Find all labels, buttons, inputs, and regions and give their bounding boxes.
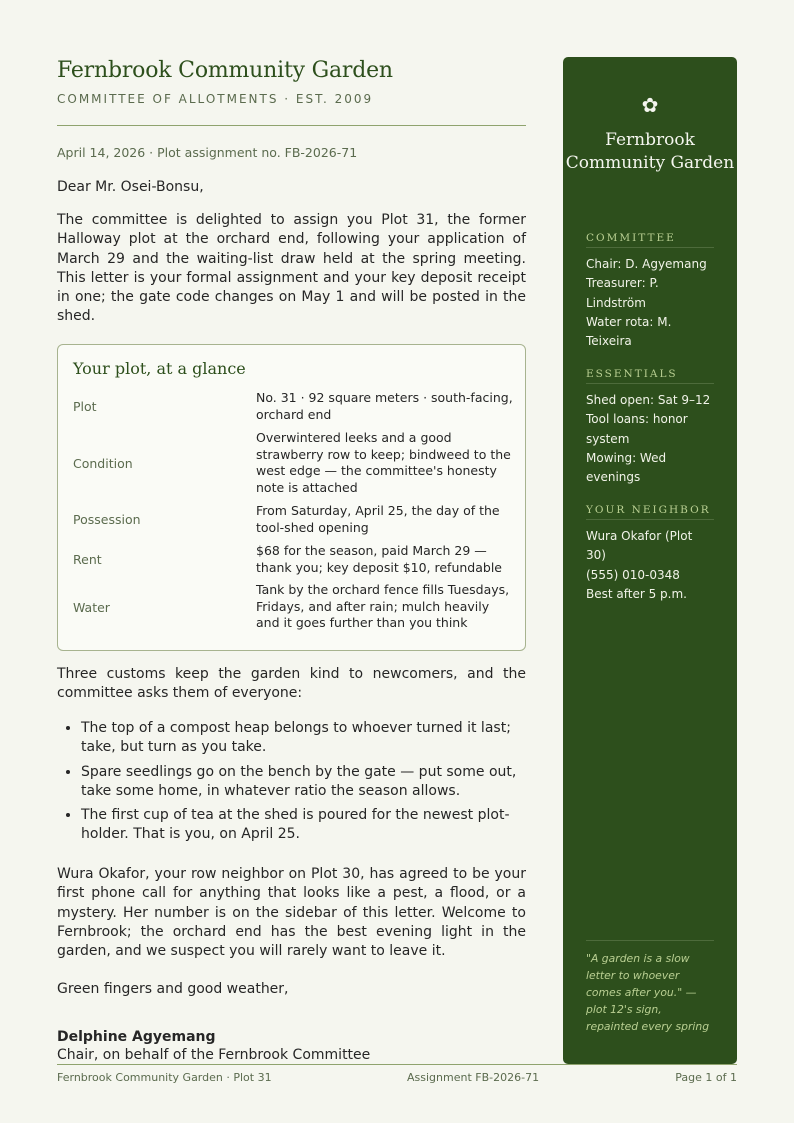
row-value-rent: $68 for the season, paid March 29 — thank you; key deposit $10, refundable (256, 543, 502, 575)
quote-divider (586, 940, 714, 941)
list-item: Chair: D. Agyemang (586, 257, 707, 271)
row-value-water: Tank by the orchard fence fills Tuesdays, Fridays, and after rain; mulch heavily and it goes further than you think (256, 582, 510, 631)
essentials-list (586, 391, 714, 487)
essentials-heading: ESSENTIALS (586, 368, 714, 384)
sidebar-title: Fernbrook Community Garden (565, 130, 735, 173)
row-label-condition: Condition (73, 456, 133, 471)
row-value-possession: From Saturday, April 25, the day of the tool-shed opening (256, 503, 500, 535)
flower-icon: ✿ (641, 93, 659, 117)
list-item: • The first cup of tea at the shed is poured for the newest plot-holder. That is you, on April 25. (81, 806, 526, 845)
row-label-rent: Rent (73, 552, 102, 567)
customs-list (57, 719, 526, 850)
list-item: Tool loans: honor system (586, 412, 688, 446)
closing-line: Green fingers and good weather, (57, 981, 289, 997)
row-value-plot: No. 31 · 92 square meters · south-facing, orchard end (256, 390, 513, 422)
footer-divider (57, 1064, 737, 1065)
dateline: April 14, 2026 · Plot assignment no. FB-2026-71 (57, 145, 358, 160)
list-item: Best after 5 p.m. (586, 586, 687, 601)
list-item: • Spare seedlings go on the bench by the gate — put some out, take some home, in whatever ratio the season allows. (81, 763, 526, 802)
row-label-water: Water (73, 600, 110, 615)
list-item: Shed open: Sat 9–12 (586, 393, 711, 407)
customs-intro-paragraph: Three customs keep the garden kind to newcomers, and the committee asks them of everyone: (57, 666, 526, 702)
footer-left: Fernbrook Community Garden · Plot 31 (57, 1071, 272, 1084)
row-label-possession: Possession (73, 512, 141, 527)
row-value-condition: Overwintered leeks and a good strawberry row to keep; bindweed to the west edge — the committee's honesty note is attached (256, 430, 511, 496)
list-item: Wura Okafor (Plot 30) (586, 529, 693, 563)
neighbor-paragraph: Wura Okafor, your row neighbor on Plot 30, has agreed to be your first phone call for anything that looks like a pest, a flood, or a mystery. Her number is on the sidebar of this letter. Welcome to Fernbrook; the orchard end has the best evening light in the garden, and we suspect you will rarely want to leave it. (57, 866, 526, 960)
sidebar-quote: "A garden is a slow letter to whoever comes after you." — plot 12's sign, repainted every spring (586, 952, 710, 1033)
letterhead-subtitle: COMMITTEE OF ALLOTMENTS · EST. 2009 (57, 92, 374, 106)
committee-heading: COMMITTEE (586, 232, 714, 248)
list-item: • The top of a compost heap belongs to whoever turned it last; take, but turn as you take. (81, 719, 526, 758)
plot-summary-title: Your plot, at a glance (73, 359, 246, 378)
sidebar (563, 57, 737, 1064)
list-item: Water rota: M. Teixeira (586, 314, 672, 349)
row-label-plot: Plot (73, 399, 97, 414)
neighbor-heading: YOUR NEIGHBOR (586, 504, 714, 520)
signer-name: Delphine Agyemang (57, 1029, 216, 1045)
intro-paragraph: The committee is delighted to assign you Plot 31, the former Halloway plot at the orchard end, following your application of March 29 and the waiting-list draw held at the spring meeting. This letter is your formal assignment and your key deposit receipt in one; the gate code changes on May 1 and will be posted in the shed. (57, 212, 526, 325)
neighbor-list (586, 527, 714, 604)
signer-role: Chair, on behalf of the Fernbrook Committee (57, 1047, 371, 1063)
list-item: Treasurer: P. Lindström (586, 276, 659, 310)
committee-list (586, 255, 714, 351)
list-item: (555) 010-0348 (586, 567, 680, 582)
footer-middle: Assignment FB-2026-71 (407, 1071, 540, 1084)
header-divider (57, 125, 526, 126)
footer-page-number: Page 1 of 1 (675, 1071, 737, 1084)
greeting: Dear Mr. Osei-Bonsu, (57, 179, 204, 195)
list-item: Mowing: Wed evenings (586, 450, 667, 485)
letterhead-title: Fernbrook Community Garden (57, 58, 393, 83)
